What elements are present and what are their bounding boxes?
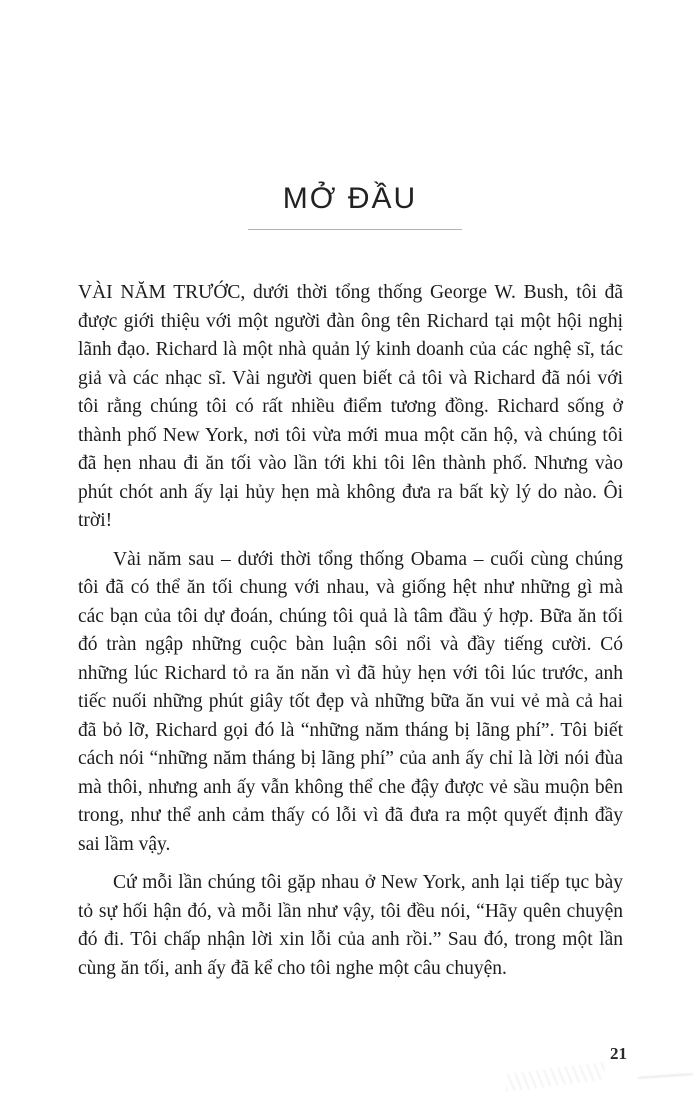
chapter-title: MỞ ĐẦU: [282, 182, 418, 215]
watermark-stain: [504, 1062, 605, 1092]
body-paragraph: VÀI NĂM TRƯỚC, dưới thời tổng thống George W. Bush, tôi đã được giới thiệu với một người đàn ông tên Richard tại một hội nghị lãnh đạo. Richard là một nhà quản lý kinh doanh của các nghệ sĩ, tác giả và các nhạc sĩ. Vài người quen biết cả tôi và Richard đã nói với tôi rằng chúng tôi có rất nhiều điểm tương đồng. Richard sống ở thành phố New York, nơi tôi vừa mới mua một căn hộ, và chúng tôi đã hẹn nhau đi ăn tối vào lần tới khi tôi lên thành phố. Nhưng vào phút chót anh ấy lại hủy hẹn mà không đưa ra bất kỳ lý do nào. Ôi trời!: [78, 282, 623, 531]
body-paragraph: Cứ mỗi lần chúng tôi gặp nhau ở New York, anh lại tiếp tục bày tỏ sự hối hận đó, và mỗi lần như vậy, tôi đều nói, “Hãy quên chuyện đó đi. Tôi chấp nhận lời xin lỗi của anh rồi.” Sau đó, trong một lần cùng ăn tối, anh ấy đã kể cho tôi nghe một câu chuyện.: [78, 872, 623, 979]
title-divider: [248, 229, 462, 230]
page-number: 21: [610, 1044, 627, 1063]
body-text: [78, 279, 623, 993]
watermark-stain: [638, 1071, 693, 1082]
body-paragraph: Vài năm sau – dưới thời tổng thống Obama – cuối cùng chúng tôi đã có thể ăn tối chung với nhau, và giống hệt như những gì mà các bạn của tôi dự đoán, chúng tôi quả là tâm đầu ý hợp. Bữa ăn tối đó tràn ngập những cuộc bàn luận sôi nổi và đầy tiếng cười. Có những lúc Richard tỏ ra ăn năn vì đã hủy hẹn với tôi lúc trước, anh tiếc nuối những phút giây tốt đẹp và những bữa ăn vui vẻ mà cả hai đã bỏ lỡ, Richard gọi đó là “những năm tháng bị lãng phí”. Tôi biết cách nói “những năm tháng bị lãng phí” của anh ấy chỉ là lời nói đùa mà thôi, nhưng anh ấy vẫn không thể che đậy được vẻ sầu muộn bên trong, như thể anh cảm thấy có lỗi vì đã đưa ra một quyết định đầy sai lầm vậy.: [78, 548, 623, 855]
